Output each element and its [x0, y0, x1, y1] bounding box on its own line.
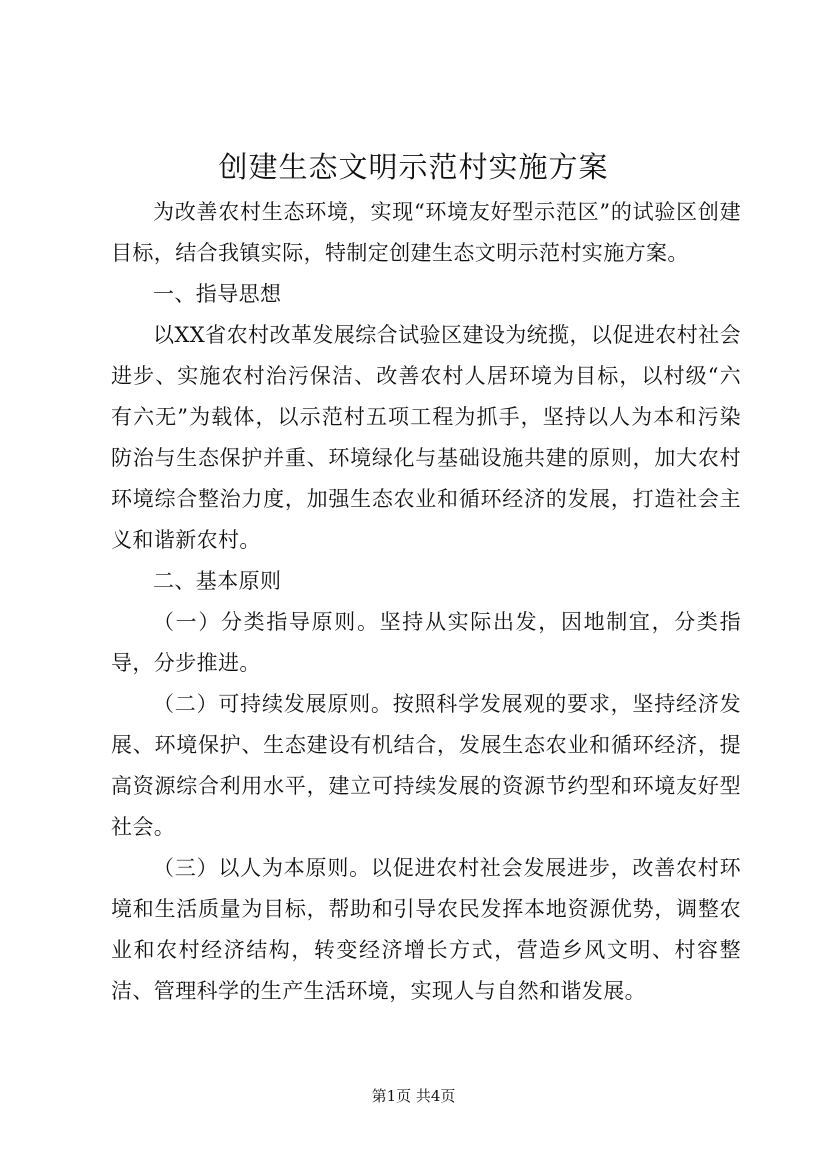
principle-1-paragraph: （一）分类指导原则。坚持从实际出发，因地制宜，分类指导，分步推进。 [111, 610, 741, 675]
page-number-footer: 第1页 共4页 [371, 1087, 456, 1105]
document-title: 创建生态文明示范村实施方案 [218, 150, 609, 184]
principle-3-paragraph: （三）以人为本原则。以促进农村社会发展进步，改善农村环境和生活质量为目标，帮助和引导农民发挥本地资源优势，调整农业和农村经济结构，转变经济增长方式，营造乡风文明、村容整洁、管理科学的生产生活环境，实现人与自然和谐发展。 [111, 856, 741, 1003]
guiding-ideology-paragraph: 以XX省农村改革发展综合试验区建设为统揽，以促进农村社会进步、实施农村治污保洁、改善农村人居环境为目标，以村级“六有六无”为载体，以示范村五项工程为抓手，坚持以人为本和污染防治与生态保护并重、环境绿化与基础设施共建的原则，加大农村环境综合整治力度，加强生态农业和循环经济的发展，打造社会主义和谐新农村。 [111, 323, 741, 552]
section-heading-basic-principles: 二、基本原则 [153, 569, 282, 593]
section-heading-guiding-ideology: 一、指导思想 [153, 282, 282, 306]
intro-paragraph: 为改善农村生态环境，实现“环境友好型示范区”的试验区创建目标，结合我镇实际，特制定创建生态文明示范村实施方案。 [111, 200, 741, 265]
principle-2-paragraph: （二）可持续发展原则。按照科学发展观的要求，坚持经济发展、环境保护、生态建设有机结合，发展生态农业和循环经济，提高资源综合利用水平，建立可持续发展的资源节约型和环境友好型社会。 [111, 692, 741, 839]
document-body [111, 192, 741, 1012]
